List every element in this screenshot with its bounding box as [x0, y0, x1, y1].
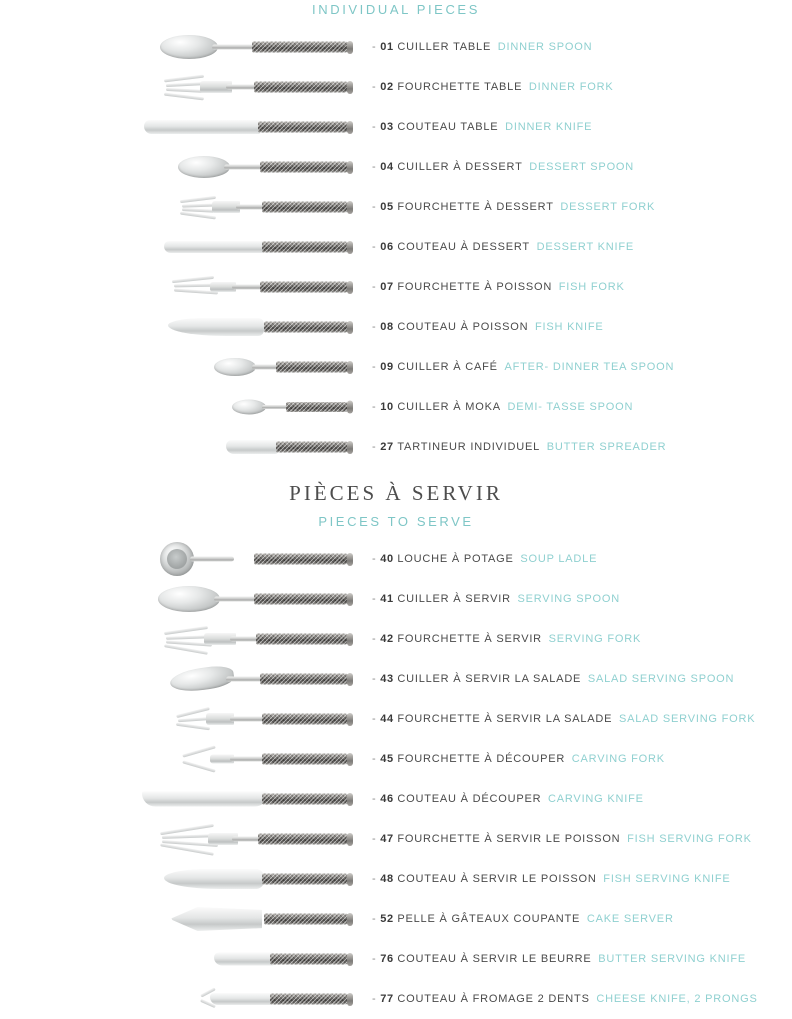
item-number: 77: [380, 993, 394, 1005]
item-number: 45: [380, 753, 394, 765]
item-label: [372, 41, 592, 53]
item-number: 03: [380, 121, 394, 133]
item-number: 44: [380, 713, 394, 725]
item-name-en: BUTTER SERVING KNIFE: [598, 953, 747, 965]
cutlery-knife-icon: [0, 107, 372, 147]
item-label: [372, 361, 674, 373]
item-name-en: SOUP LADLE: [520, 553, 598, 565]
cutlery-fork-icon: [0, 67, 372, 107]
item-name-fr: FOURCHETTE À POISSON: [397, 281, 553, 293]
item-label: [372, 441, 666, 453]
item-name-fr: COUTEAU À SERVIR LE POISSON: [397, 873, 597, 885]
dash: -: [372, 401, 377, 413]
item-name-fr: COUTEAU À DÉCOUPER: [397, 793, 542, 805]
cutlery-spoon-icon: [0, 27, 372, 67]
list-item[interactable]: [0, 579, 792, 619]
dash: -: [372, 81, 377, 93]
dash: -: [372, 633, 377, 645]
dash: -: [372, 993, 377, 1005]
section-pieces-to-serve: [0, 467, 792, 1019]
cutlery-spoon-icon: [0, 147, 372, 187]
item-name-en: FISH SERVING KNIFE: [603, 873, 731, 885]
item-number: 43: [380, 673, 394, 685]
dash: -: [372, 833, 377, 845]
item-label: [372, 953, 746, 965]
item-name-fr: COUTEAU À POISSON: [397, 321, 529, 333]
item-name-fr: CUILLER À DESSERT: [397, 161, 523, 173]
item-name-en: CARVING KNIFE: [548, 793, 644, 805]
item-name-fr: COUTEAU À FROMAGE 2 DENTS: [397, 993, 590, 1005]
item-label: [372, 121, 592, 133]
item-label: [372, 81, 613, 93]
item-label: [372, 553, 597, 565]
item-number: 42: [380, 633, 394, 645]
cutlery-fork-icon: [0, 619, 372, 659]
item-name-en: DESSERT FORK: [560, 201, 656, 213]
list-item[interactable]: [0, 267, 792, 307]
list-item[interactable]: [0, 939, 792, 979]
dash: -: [372, 161, 377, 173]
section-heading-en: INDIVIDUAL PIECES: [312, 2, 480, 17]
cutlery-fish-knife-icon: [0, 307, 372, 347]
item-number: 08: [380, 321, 394, 333]
item-number: 52: [380, 913, 394, 925]
list-item[interactable]: [0, 539, 792, 579]
cutlery-spoon-icon: [0, 347, 372, 387]
list-item[interactable]: [0, 979, 792, 1019]
dash: -: [372, 713, 377, 725]
item-number: 76: [380, 953, 394, 965]
item-name-en: CAKE SERVER: [586, 913, 674, 925]
item-name-en: FISH KNIFE: [534, 321, 604, 333]
item-name-en: SALAD SERVING SPOON: [587, 673, 735, 685]
item-label: [372, 161, 634, 173]
cutlery-salad-spoon-icon: [0, 659, 372, 699]
section-individual-pieces: [0, 0, 792, 467]
item-number: 07: [380, 281, 394, 293]
list-item[interactable]: [0, 347, 792, 387]
dash: -: [372, 753, 377, 765]
item-list-serving: [0, 539, 792, 1019]
item-name-en: AFTER- DINNER TEA SPOON: [504, 361, 675, 373]
list-item[interactable]: [0, 387, 792, 427]
list-item[interactable]: [0, 227, 792, 267]
item-name-fr: FOURCHETTE À SERVIR LA SALADE: [397, 713, 613, 725]
dash: -: [372, 441, 377, 453]
item-label: [372, 833, 752, 845]
dash: -: [372, 913, 377, 925]
cutlery-carving-knife-icon: [0, 779, 372, 819]
list-item[interactable]: [0, 859, 792, 899]
list-item[interactable]: [0, 739, 792, 779]
list-item[interactable]: [0, 659, 792, 699]
item-name-en: BUTTER SPREADER: [546, 441, 667, 453]
item-number: 04: [380, 161, 394, 173]
item-label: [372, 673, 734, 685]
cutlery-fish-serving-fork-icon: [0, 819, 372, 859]
cutlery-butter-knife-icon: [0, 939, 372, 979]
item-name-fr: CUILLER TABLE: [397, 41, 492, 53]
section-heading-en: PIECES TO SERVE: [318, 514, 474, 529]
item-label: [372, 241, 634, 253]
item-name-en: CHEESE KNIFE, 2 PRONGS: [596, 993, 758, 1005]
dash: -: [372, 673, 377, 685]
item-name-fr: CUILLER À CAFÉ: [397, 361, 498, 373]
item-name-fr: COUTEAU TABLE: [397, 121, 499, 133]
item-label: [372, 201, 655, 213]
dash: -: [372, 553, 377, 565]
item-label: [372, 321, 603, 333]
item-name-fr: FOURCHETTE TABLE: [397, 81, 523, 93]
item-number: 01: [380, 41, 394, 53]
item-list-individual: [0, 27, 792, 467]
cutlery-ladle-icon: [0, 539, 372, 579]
item-label: [372, 593, 620, 605]
list-item[interactable]: [0, 27, 792, 67]
cutlery-spoon-icon: [0, 387, 372, 427]
cutlery-fork-icon: [0, 187, 372, 227]
item-label: [372, 793, 644, 805]
list-item[interactable]: [0, 779, 792, 819]
cutlery-knife-icon: [0, 227, 372, 267]
item-name-en: DINNER FORK: [528, 81, 614, 93]
dash: -: [372, 41, 377, 53]
dash: -: [372, 953, 377, 965]
item-name-fr: CUILLER À SERVIR LA SALADE: [397, 673, 582, 685]
item-name-fr: COUTEAU À SERVIR LE BEURRE: [397, 953, 592, 965]
dash: -: [372, 121, 377, 133]
cutlery-fish-serving-knife-icon: [0, 859, 372, 899]
item-number: 48: [380, 873, 394, 885]
item-label: [372, 713, 755, 725]
item-name-en: DEMI- TASSE SPOON: [507, 401, 634, 413]
item-label: [372, 633, 641, 645]
item-name-fr: FOURCHETTE À SERVIR: [397, 633, 542, 645]
list-item[interactable]: [0, 619, 792, 659]
dash: -: [372, 361, 377, 373]
item-name-en: FISH SERVING FORK: [627, 833, 752, 845]
list-item[interactable]: [0, 187, 792, 227]
item-number: 10: [380, 401, 394, 413]
item-label: [372, 753, 665, 765]
list-item[interactable]: [0, 819, 792, 859]
dash: -: [372, 593, 377, 605]
item-name-fr: CUILLER À SERVIR: [397, 593, 511, 605]
list-item[interactable]: [0, 427, 792, 467]
item-name-en: SERVING FORK: [548, 633, 642, 645]
list-item[interactable]: [0, 699, 792, 739]
item-name-en: SERVING SPOON: [517, 593, 620, 605]
cutlery-cheese-knife-icon: [0, 979, 372, 1019]
item-name-fr: TARTINEUR INDIVIDUEL: [397, 441, 541, 453]
cutlery-spreader-icon: [0, 427, 372, 467]
item-name-en: FISH FORK: [558, 281, 625, 293]
list-item[interactable]: [0, 67, 792, 107]
dash: -: [372, 281, 377, 293]
list-item[interactable]: [0, 147, 792, 187]
dash: -: [372, 873, 377, 885]
cutlery-cake-server-icon: [0, 899, 372, 939]
item-name-fr: LOUCHE À POTAGE: [397, 553, 514, 565]
item-number: 41: [380, 593, 394, 605]
item-name-fr: CUILLER À MOKA: [397, 401, 501, 413]
item-name-fr: FOURCHETTE À DESSERT: [397, 201, 554, 213]
item-name-en: CARVING FORK: [571, 753, 665, 765]
cutlery-carving-fork-icon: [0, 739, 372, 779]
item-name-en: DESSERT SPOON: [529, 161, 635, 173]
dash: -: [372, 321, 377, 333]
list-item[interactable]: [0, 107, 792, 147]
cutlery-salad-fork-icon: [0, 699, 372, 739]
item-name-en: DESSERT KNIFE: [536, 241, 635, 253]
item-number: 47: [380, 833, 394, 845]
list-item[interactable]: [0, 307, 792, 347]
item-number: 05: [380, 201, 394, 213]
dash: -: [372, 201, 377, 213]
dash: -: [372, 241, 377, 253]
item-number: 06: [380, 241, 394, 253]
item-name-fr: FOURCHETTE À DÉCOUPER: [397, 753, 566, 765]
item-name-fr: COUTEAU À DESSERT: [397, 241, 530, 253]
dash: -: [372, 793, 377, 805]
item-number: 46: [380, 793, 394, 805]
item-name-fr: PELLE À GÂTEAUX COUPANTE: [397, 913, 581, 925]
item-name-en: SALAD SERVING FORK: [618, 713, 756, 725]
item-label: [372, 913, 674, 925]
item-number: 09: [380, 361, 394, 373]
section-heading-fr: PIÈCES À SERVIR: [289, 481, 503, 505]
list-item[interactable]: [0, 899, 792, 939]
item-label: [372, 993, 758, 1005]
item-label: [372, 873, 731, 885]
item-number: 27: [380, 441, 394, 453]
item-label: [372, 281, 625, 293]
item-name-en: DINNER KNIFE: [505, 121, 593, 133]
cutlery-spoon-icon: [0, 579, 372, 619]
item-name-fr: FOURCHETTE À SERVIR LE POISSON: [397, 833, 621, 845]
item-label: [372, 401, 633, 413]
cutlery-fish-fork-icon: [0, 267, 372, 307]
item-name-en: DINNER SPOON: [497, 41, 593, 53]
item-number: 02: [380, 81, 394, 93]
item-number: 40: [380, 553, 394, 565]
